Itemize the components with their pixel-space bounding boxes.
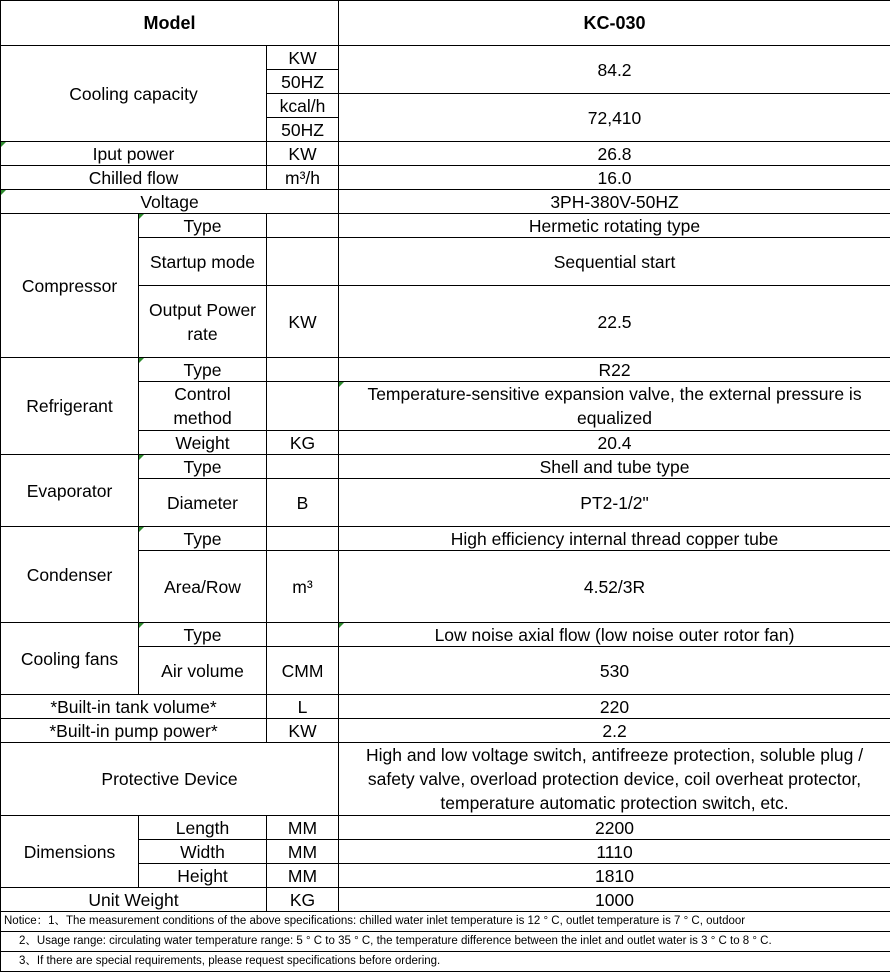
refrigerant-weight-label: Weight	[139, 431, 267, 455]
dimensions-label: Dimensions	[1, 816, 139, 888]
cooling-fans-air-label: Air volume	[139, 647, 267, 695]
dimensions-height-unit: MM	[267, 864, 339, 888]
tank-volume-value: 220	[339, 695, 890, 719]
evaporator-type-unit	[267, 455, 339, 479]
refrigerant-control-label	[139, 382, 267, 431]
refrigerant-control-label-line-2: method	[143, 406, 262, 430]
refrigerant-control-value-line-2: equalized	[343, 406, 886, 430]
cooling-fans-type-label: Type	[139, 623, 267, 647]
unit-weight-value: 1000	[339, 888, 890, 912]
unit-weight-label: Unit Weight	[1, 888, 267, 912]
protective-device-line-3: temperature automatic protection switch, etc.	[343, 791, 886, 815]
refrigerant-control-label-line-1: Control	[143, 382, 262, 406]
model-label: Model	[1, 1, 339, 46]
cooling-capacity-value-kcal: 72,410	[339, 94, 890, 142]
evaporator-type-label: Type	[139, 455, 267, 479]
condenser-label: Condenser	[1, 527, 139, 623]
refrigerant-control-value	[339, 382, 890, 431]
cooling-capacity-unit-kcal: kcal/h	[267, 94, 339, 118]
refrigerant-type-unit	[267, 358, 339, 382]
dimensions-length-unit: MM	[267, 816, 339, 840]
condenser-type-label: Type	[139, 527, 267, 551]
input-power-unit: KW	[267, 142, 339, 166]
compressor-output-label	[139, 286, 267, 358]
pump-power-value: 2.2	[339, 719, 890, 743]
chilled-flow-value: 16.0	[339, 166, 890, 190]
dimensions-height-value: 1810	[339, 864, 890, 888]
chilled-flow-unit: m³/h	[267, 166, 339, 190]
tank-volume-unit: L	[267, 695, 339, 719]
cooling-capacity-label: Cooling capacity	[1, 46, 267, 142]
dimensions-height-label: Height	[139, 864, 267, 888]
cooling-fans-air-unit: CMM	[267, 647, 339, 695]
dimensions-width-unit: MM	[267, 840, 339, 864]
compressor-output-label-line-2: rate	[143, 322, 262, 346]
protective-device-label: Protective Device	[1, 743, 339, 816]
compressor-output-unit: KW	[267, 286, 339, 358]
pump-power-unit: KW	[267, 719, 339, 743]
refrigerant-control-unit	[267, 382, 339, 431]
protective-device-line-1: High and low voltage switch, antifreeze protection, soluble plug /	[343, 743, 886, 767]
voltage-label: Voltage	[1, 190, 339, 214]
unit-weight-unit: KG	[267, 888, 339, 912]
notice-line-3: 3、If there are special requirements, please request specifications before ordering.	[1, 952, 890, 972]
chilled-flow-label: Chilled flow	[1, 166, 267, 190]
compressor-startup-value: Sequential start	[339, 238, 890, 286]
evaporator-type-value: Shell and tube type	[339, 455, 890, 479]
compressor-startup-unit	[267, 238, 339, 286]
cooling-capacity-freq-2: 50HZ	[267, 118, 339, 142]
condenser-type-unit	[267, 527, 339, 551]
cooling-fans-type-unit	[267, 623, 339, 647]
compressor-label: Compressor	[1, 214, 139, 358]
cooling-capacity-freq-1: 50HZ	[267, 70, 339, 94]
protective-device-value	[339, 743, 890, 816]
condenser-area-unit: m³	[267, 551, 339, 623]
compressor-output-value: 22.5	[339, 286, 890, 358]
condenser-area-value: 4.52/3R	[339, 551, 890, 623]
dimensions-length-value: 2200	[339, 816, 890, 840]
cooling-fans-air-value: 530	[339, 647, 890, 695]
cooling-capacity-value-kw: 84.2	[339, 46, 890, 94]
dimensions-width-label: Width	[139, 840, 267, 864]
compressor-type-label: Type	[139, 214, 267, 238]
pump-power-label: *Built-in pump power*	[1, 719, 267, 743]
model-value: KC-030	[339, 1, 890, 46]
refrigerant-control-value-line-1: Temperature-sensitive expansion valve, the external pressure is	[343, 382, 886, 406]
notice-line-2: 2、Usage range: circulating water temperature range: 5 ° C to 35 ° C, the temperature difference between the inlet and outlet water is 3 ° C to 8 ° C.	[1, 932, 890, 952]
tank-volume-label: *Built-in tank volume*	[1, 695, 267, 719]
dimensions-length-label: Length	[139, 816, 267, 840]
refrigerant-type-label: Type	[139, 358, 267, 382]
compressor-type-value: Hermetic rotating type	[339, 214, 890, 238]
evaporator-diameter-unit: B	[267, 479, 339, 527]
protective-device-line-2: safety valve, overload protection device, coil overheat protector,	[343, 767, 886, 791]
refrigerant-type-value: R22	[339, 358, 890, 382]
condenser-type-value: High efficiency internal thread copper tube	[339, 527, 890, 551]
evaporator-label: Evaporator	[1, 455, 139, 527]
evaporator-diameter-value: PT2-1/2"	[339, 479, 890, 527]
compressor-output-label-line-1: Output Power	[143, 298, 262, 322]
cooling-capacity-unit-kw: KW	[267, 46, 339, 70]
refrigerant-weight-unit: KG	[267, 431, 339, 455]
voltage-value: 3PH-380V-50HZ	[339, 190, 890, 214]
evaporator-diameter-label: Diameter	[139, 479, 267, 527]
compressor-type-unit	[267, 214, 339, 238]
input-power-value: 26.8	[339, 142, 890, 166]
cooling-fans-type-value: Low noise axial flow (low noise outer rotor fan)	[339, 623, 890, 647]
condenser-area-label: Area/Row	[139, 551, 267, 623]
input-power-label: Iput power	[1, 142, 267, 166]
compressor-startup-label: Startup mode	[139, 238, 267, 286]
cooling-fans-label: Cooling fans	[1, 623, 139, 695]
dimensions-width-value: 1110	[339, 840, 890, 864]
refrigerant-weight-value: 20.4	[339, 431, 890, 455]
refrigerant-label: Refrigerant	[1, 358, 139, 455]
notice-line-1: Notice：1、The measurement conditions of the above specifications: chilled water inlet temperature is 12 ° C, outlet temperature is 7 ° C, outdoor	[1, 912, 890, 932]
